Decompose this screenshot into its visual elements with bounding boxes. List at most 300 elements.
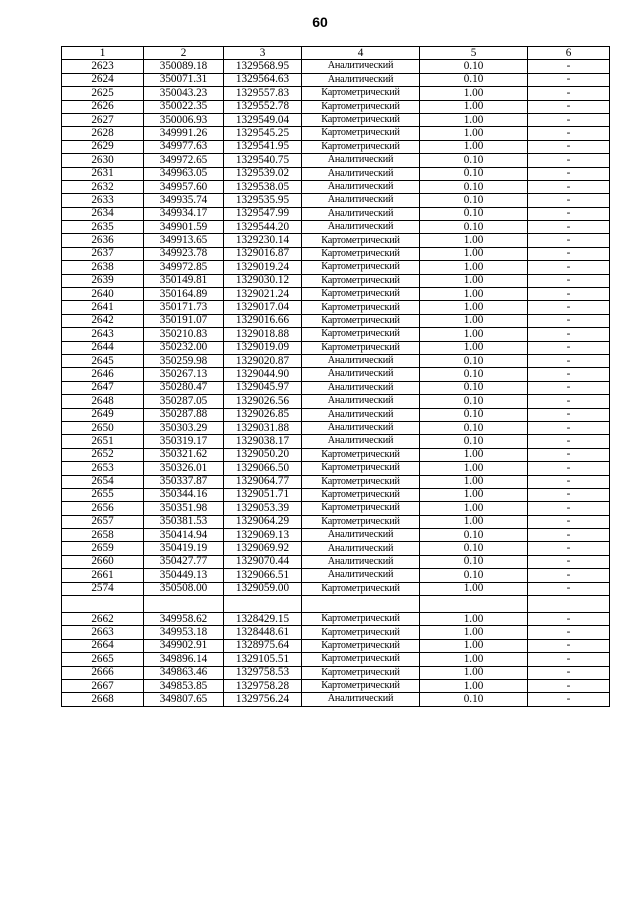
table-row [62,221,610,234]
cell-method: Аналитический [302,154,420,167]
cell-accuracy: 1.00 [420,462,528,475]
cell-note: - [528,354,610,367]
cell-note: - [528,167,610,180]
cell-accuracy: 1.00 [420,288,528,301]
cell-note: - [528,502,610,515]
column-header-5: 5 [420,47,528,60]
cell-accuracy: 1.00 [420,127,528,140]
cell-coord-x: 349957.60 [144,180,224,193]
cell-coord-y: 1329017.04 [224,301,302,314]
cell-method: Картометрический [302,639,420,652]
cell-coord-y: 1329069.13 [224,529,302,542]
cell-note: - [528,395,610,408]
cell-coord-x: 350089.18 [144,60,224,73]
cell-coord-x: 350303.29 [144,421,224,434]
cell-method: Картометрический [302,247,420,260]
cell-point-number: 2628 [62,127,144,140]
cell-note: - [528,368,610,381]
cell-point-number: 2642 [62,314,144,327]
cell-coord-x: 350280.47 [144,381,224,394]
cell-accuracy: 1.00 [420,247,528,260]
header-row [62,47,610,60]
cell-method: Картометрический [302,314,420,327]
cell-note: - [528,693,610,706]
cell-accuracy: 0.10 [420,180,528,193]
cell-note: - [528,341,610,354]
cell-method: Аналитический [302,354,420,367]
cell-accuracy: 1.00 [420,140,528,153]
cell-accuracy: 1.00 [420,666,528,679]
cell-note: - [528,569,610,582]
cell-coord-x: 350210.83 [144,328,224,341]
table-row [62,693,610,706]
cell-coord-x: 349934.17 [144,207,224,220]
table-row [62,113,610,126]
cell-coord-y: 1329051.71 [224,488,302,501]
cell-method: Картометрический [302,341,420,354]
cell-coord-x: 349896.14 [144,653,224,666]
cell-note: - [528,613,610,626]
cell-coord-y: 1328429.15 [224,613,302,626]
cell-note: - [528,328,610,341]
cell-coord-x: 349901.59 [144,221,224,234]
cell-point-number: 2654 [62,475,144,488]
cell-accuracy: 0.10 [420,354,528,367]
cell-note: - [528,582,610,595]
cell-note: - [528,381,610,394]
cell-point-number: 2657 [62,515,144,528]
table-row [62,100,610,113]
cell-note: - [528,555,610,568]
cell-coord-y: 1329564.63 [224,73,302,86]
cell-coord-x: 349923.78 [144,247,224,260]
table-row [62,435,610,448]
cell-note: - [528,301,610,314]
cell-note: - [528,475,610,488]
table-row [62,448,610,461]
cell-point-number [62,596,144,613]
cell-coord-y: 1329552.78 [224,100,302,113]
cell-coord-y: 1329230.14 [224,234,302,247]
cell-method: Картометрический [302,488,420,501]
table-row [62,127,610,140]
cell-coord-x: 350427.77 [144,555,224,568]
cell-point-number: 2664 [62,639,144,652]
cell-coord-y: 1329026.85 [224,408,302,421]
cell-method: Аналитический [302,207,420,220]
cell-point-number: 2623 [62,60,144,73]
cell-accuracy: 1.00 [420,515,528,528]
cell-coord-y: 1329019.24 [224,261,302,274]
cell-method: Картометрический [302,582,420,595]
cell-method: Картометрический [302,234,420,247]
cell-accuracy: 0.10 [420,395,528,408]
cell-point-number: 2663 [62,626,144,639]
cell-accuracy: 1.00 [420,100,528,113]
table-row [62,639,610,652]
cell-point-number: 2655 [62,488,144,501]
cell-coord-x: 350326.01 [144,462,224,475]
cell-note: - [528,653,610,666]
cell-method: Картометрический [302,666,420,679]
cell-method: Аналитический [302,542,420,555]
table-row [62,421,610,434]
table-row [62,354,610,367]
cell-point-number: 2643 [62,328,144,341]
cell-coord-y: 1329540.75 [224,154,302,167]
cell-point-number: 2634 [62,207,144,220]
cell-coord-y: 1329064.29 [224,515,302,528]
cell-coord-x: 349953.18 [144,626,224,639]
cell-point-number: 2646 [62,368,144,381]
cell-note: - [528,221,610,234]
table-row [62,234,610,247]
table-row [62,261,610,274]
cell-method: Аналитический [302,693,420,706]
cell-note: - [528,435,610,448]
cell-note: - [528,261,610,274]
cell-accuracy: 0.10 [420,381,528,394]
cell-note: - [528,194,610,207]
cell-coord-x [144,596,224,613]
table-row [62,73,610,86]
cell-coord-x: 350232.00 [144,341,224,354]
cell-method: Аналитический [302,167,420,180]
cell-coord-y: 1329019.09 [224,341,302,354]
cell-coord-x: 350321.62 [144,448,224,461]
cell-coord-x: 349902.91 [144,639,224,652]
cell-accuracy: 1.00 [420,475,528,488]
cell-coord-y: 1329030.12 [224,274,302,287]
cell-point-number: 2651 [62,435,144,448]
cell-accuracy: 0.10 [420,154,528,167]
cell-coord-x: 350381.53 [144,515,224,528]
cell-note: - [528,87,610,100]
cell-point-number: 2665 [62,653,144,666]
table-row [62,679,610,692]
cell-coord-y: 1329044.90 [224,368,302,381]
cell-note: - [528,666,610,679]
cell-method: Картометрический [302,261,420,274]
page-number: 60 [312,14,328,30]
cell-method: Картометрический [302,515,420,528]
cell-accuracy: 1.00 [420,314,528,327]
cell-point-number: 2659 [62,542,144,555]
table-row [62,328,610,341]
cell-point-number: 2639 [62,274,144,287]
cell-point-number: 2635 [62,221,144,234]
cell-accuracy: 1.00 [420,448,528,461]
cell-accuracy: 0.10 [420,368,528,381]
cell-method: Картометрический [302,100,420,113]
cell-coord-y: 1329059.00 [224,582,302,595]
cell-accuracy [420,596,528,613]
cell-method: Картометрический [302,613,420,626]
cell-method: Картометрический [302,127,420,140]
cell-coord-x: 350344.16 [144,488,224,501]
cell-point-number: 2625 [62,87,144,100]
cell-point-number: 2624 [62,73,144,86]
column-header-4: 4 [302,47,420,60]
table-header [62,47,610,60]
cell-coord-x: 350164.89 [144,288,224,301]
cell-method: Аналитический [302,60,420,73]
cell-coord-y: 1329538.05 [224,180,302,193]
cell-coord-x: 349807.65 [144,693,224,706]
cell-coord-y: 1329758.53 [224,666,302,679]
cell-method: Картометрический [302,301,420,314]
cell-method: Картометрический [302,448,420,461]
cell-method: Картометрический [302,475,420,488]
cell-method: Картометрический [302,626,420,639]
cell-note: - [528,127,610,140]
cell-method: Аналитический [302,395,420,408]
cell-accuracy: 0.10 [420,73,528,86]
cell-method: Аналитический [302,555,420,568]
cell-method: Картометрический [302,462,420,475]
column-header-6: 6 [528,47,610,60]
cell-method: Аналитический [302,529,420,542]
table-row [62,207,610,220]
cell-note: - [528,180,610,193]
cell-point-number: 2667 [62,679,144,692]
cell-coord-y: 1329021.24 [224,288,302,301]
cell-method: Картометрический [302,140,420,153]
cell-point-number: 2641 [62,301,144,314]
cell-method: Картометрический [302,502,420,515]
table-row [62,167,610,180]
cell-point-number: 2668 [62,693,144,706]
cell-point-number: 2638 [62,261,144,274]
cell-coord-y: 1329535.95 [224,194,302,207]
cell-coord-y: 1329045.97 [224,381,302,394]
column-header-3: 3 [224,47,302,60]
cell-coord-y: 1329547.99 [224,207,302,220]
cell-point-number: 2640 [62,288,144,301]
cell-coord-x: 349991.26 [144,127,224,140]
cell-point-number: 2631 [62,167,144,180]
cell-coord-x: 350508.00 [144,582,224,595]
cell-point-number: 2662 [62,613,144,626]
cell-accuracy: 1.00 [420,261,528,274]
table-body [62,60,610,706]
cell-point-number: 2653 [62,462,144,475]
cell-note: - [528,448,610,461]
cell-coord-y: 1329568.95 [224,60,302,73]
cell-accuracy: 1.00 [420,328,528,341]
cell-method: Картометрический [302,288,420,301]
cell-coord-y: 1329070.44 [224,555,302,568]
cell-note: - [528,140,610,153]
cell-point-number: 2650 [62,421,144,434]
table-row [62,596,610,613]
cell-accuracy: 0.10 [420,207,528,220]
cell-coord-y: 1329064.77 [224,475,302,488]
cell-accuracy: 0.10 [420,569,528,582]
cell-note: - [528,60,610,73]
cell-accuracy: 1.00 [420,502,528,515]
cell-coord-y: 1329016.87 [224,247,302,260]
cell-accuracy: 0.10 [420,435,528,448]
cell-point-number: 2660 [62,555,144,568]
table-row [62,542,610,555]
cell-coord-y: 1329020.87 [224,354,302,367]
table-row [62,314,610,327]
cell-accuracy: 1.00 [420,613,528,626]
cell-accuracy: 1.00 [420,639,528,652]
cell-coord-x: 350191.07 [144,314,224,327]
cell-accuracy: 0.10 [420,421,528,434]
cell-point-number: 2656 [62,502,144,515]
cell-coord-y: 1329544.20 [224,221,302,234]
table-row [62,475,610,488]
table-row [62,180,610,193]
cell-coord-x: 350319.17 [144,435,224,448]
cell-point-number: 2636 [62,234,144,247]
cell-point-number: 2633 [62,194,144,207]
cell-coord-y: 1328975.64 [224,639,302,652]
cell-coord-x: 350267.13 [144,368,224,381]
cell-coord-x: 349913.65 [144,234,224,247]
cell-point-number: 2629 [62,140,144,153]
cell-coord-y: 1329539.02 [224,167,302,180]
cell-note: - [528,488,610,501]
cell-note: - [528,421,610,434]
cell-coord-x: 349972.85 [144,261,224,274]
cell-point-number: 2647 [62,381,144,394]
cell-note: - [528,113,610,126]
cell-accuracy: 1.00 [420,113,528,126]
cell-point-number: 2661 [62,569,144,582]
cell-note: - [528,639,610,652]
cell-coord-x: 350287.88 [144,408,224,421]
cell-coord-x: 350337.87 [144,475,224,488]
cell-coord-y [224,596,302,613]
cell-note: - [528,73,610,86]
cell-coord-y: 1329549.04 [224,113,302,126]
cell-coord-x: 349853.85 [144,679,224,692]
cell-method: Аналитический [302,421,420,434]
cell-note: - [528,314,610,327]
cell-coord-x: 350287.05 [144,395,224,408]
cell-coord-x: 349977.63 [144,140,224,153]
table-row [62,653,610,666]
cell-method: Аналитический [302,180,420,193]
cell-coord-y: 1329016.66 [224,314,302,327]
cell-accuracy: 1.00 [420,301,528,314]
cell-accuracy: 0.10 [420,194,528,207]
cell-accuracy: 0.10 [420,555,528,568]
cell-note: - [528,234,610,247]
table-row [62,582,610,595]
cell-note: - [528,408,610,421]
cell-point-number: 2637 [62,247,144,260]
cell-accuracy: 1.00 [420,234,528,247]
column-header-2: 2 [144,47,224,60]
cell-coord-x: 350419.19 [144,542,224,555]
table-row [62,288,610,301]
cell-point-number: 2648 [62,395,144,408]
cell-accuracy: 1.00 [420,582,528,595]
cell-accuracy: 1.00 [420,341,528,354]
cell-coord-y: 1329066.50 [224,462,302,475]
cell-method: Аналитический [302,381,420,394]
cell-accuracy: 1.00 [420,274,528,287]
cell-point-number: 2649 [62,408,144,421]
cell-method: Аналитический [302,569,420,582]
cell-coord-x: 349935.74 [144,194,224,207]
cell-coord-y: 1329545.25 [224,127,302,140]
cell-accuracy: 1.00 [420,679,528,692]
cell-method: Аналитический [302,408,420,421]
cell-note: - [528,288,610,301]
cell-note [528,596,610,613]
table-row [62,408,610,421]
table-row [62,626,610,639]
cell-coord-y: 1329066.51 [224,569,302,582]
cell-accuracy: 0.10 [420,60,528,73]
cell-note: - [528,462,610,475]
cell-accuracy: 1.00 [420,653,528,666]
cell-accuracy: 1.00 [420,626,528,639]
cell-accuracy: 0.10 [420,693,528,706]
coordinates-table [61,46,610,707]
cell-coord-x: 350259.98 [144,354,224,367]
table-row [62,274,610,287]
cell-method: Аналитический [302,194,420,207]
cell-note: - [528,247,610,260]
cell-method: Картометрический [302,328,420,341]
cell-coord-x: 349958.62 [144,613,224,626]
cell-note: - [528,154,610,167]
cell-accuracy: 1.00 [420,488,528,501]
cell-coord-y: 1329758.28 [224,679,302,692]
cell-point-number: 2630 [62,154,144,167]
cell-note: - [528,207,610,220]
cell-method: Аналитический [302,368,420,381]
table-row [62,381,610,394]
cell-note: - [528,515,610,528]
cell-note: - [528,100,610,113]
table-row [62,395,610,408]
table-row [62,613,610,626]
cell-coord-x: 350351.98 [144,502,224,515]
cell-accuracy: 1.00 [420,87,528,100]
cell-point-number: 2652 [62,448,144,461]
cell-coord-x: 350171.73 [144,301,224,314]
table-row [62,462,610,475]
cell-coord-y: 1329031.88 [224,421,302,434]
cell-method: Аналитический [302,73,420,86]
cell-coord-x: 350043.23 [144,87,224,100]
cell-accuracy: 0.10 [420,529,528,542]
cell-method: Картометрический [302,679,420,692]
table-row [62,368,610,381]
cell-accuracy: 0.10 [420,408,528,421]
cell-method: Картометрический [302,274,420,287]
cell-note: - [528,529,610,542]
cell-coord-x: 349972.65 [144,154,224,167]
cell-point-number: 2644 [62,341,144,354]
table-row [62,529,610,542]
cell-coord-x: 350071.31 [144,73,224,86]
cell-note: - [528,274,610,287]
table-row [62,247,610,260]
cell-point-number: 2658 [62,529,144,542]
cell-coord-x: 349863.46 [144,666,224,679]
cell-coord-x: 350022.35 [144,100,224,113]
cell-point-number: 2645 [62,354,144,367]
